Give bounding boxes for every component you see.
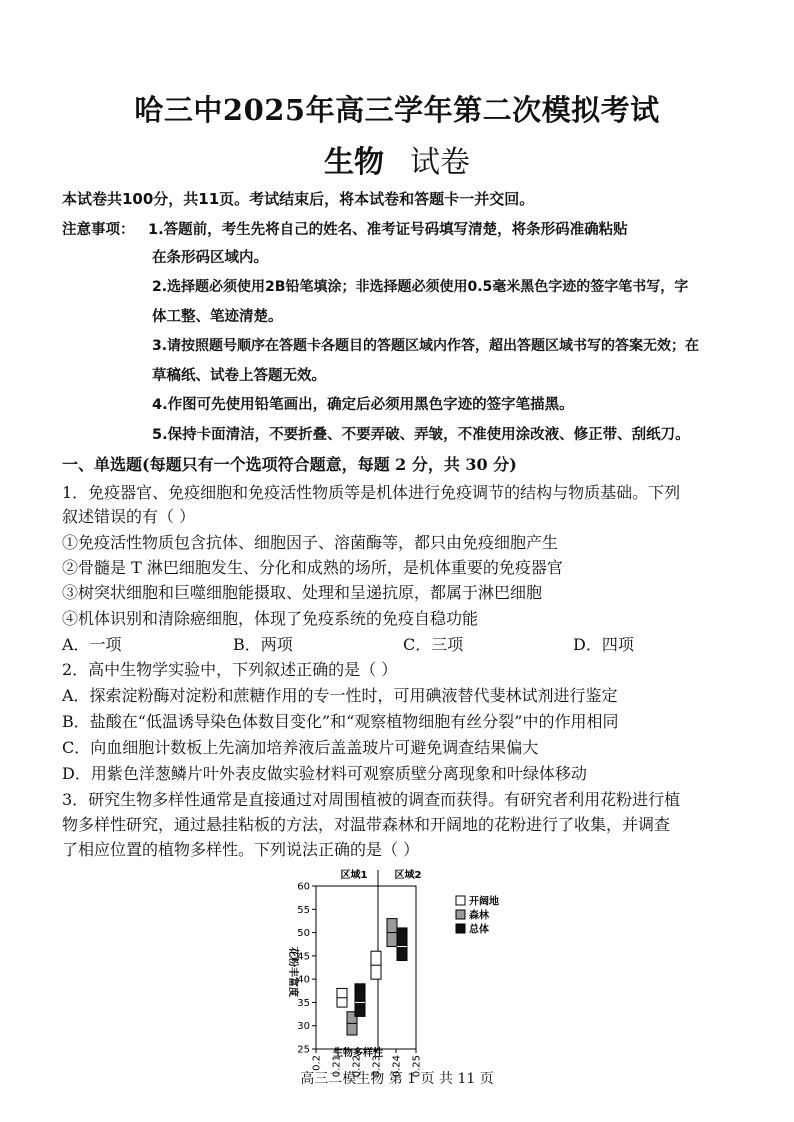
- pollen-boxplot-chart: [270, 862, 520, 1078]
- y-tick-label: 40: [297, 974, 310, 986]
- paper-word: 试卷: [410, 145, 470, 180]
- legend-label: 森林: [469, 910, 489, 922]
- q1-statement-4: ④机体识别和清除癌细胞，体现了免疫系统的免疫自稳功能: [62, 609, 479, 628]
- x-tick-label: 0.25: [411, 1055, 423, 1078]
- region-1-label: 区域1: [340, 870, 368, 881]
- box-mark: [397, 928, 407, 961]
- q2-option-c: C．向血细胞计数板上先滴加培养液后盖盖玻片可避免调查结果偏大: [62, 738, 539, 757]
- x-tick-label: 0.2: [311, 1055, 323, 1071]
- q2-option-a: A．探索淀粉酶对淀粉和蔗糖作用的专一性时，可用碘液替代斐林试剂进行鉴定: [62, 686, 618, 705]
- q1-option-c: C．三项: [403, 635, 464, 654]
- y-tick-label: 45: [297, 951, 310, 963]
- y-axis-label: 花粉丰富度: [287, 947, 298, 997]
- y-tick-label: 55: [297, 904, 310, 916]
- subject-name: 生物: [324, 145, 384, 180]
- intro-text: 本试卷共100分，共11页。考试结束后，将本试卷和答题卡一并交回。: [62, 190, 535, 208]
- note-4: 4.作图可先使用铅笔画出，确定后必须用黑色字迹的签字笔描黑。: [152, 397, 574, 413]
- section-header: 一、单选题(每题只有一个选项符合题意，每题 2 分，共 30 分): [62, 455, 517, 474]
- y-tick-label: 60: [297, 881, 310, 893]
- legend-swatch: [456, 924, 465, 933]
- q1-option-d: D．四项: [573, 635, 634, 654]
- page-footer: 高三二模生物 第 1 页 共 11 页: [300, 1071, 494, 1087]
- legend-label: 开阔地: [469, 896, 499, 908]
- exam-title: 哈三中2025年高三学年第二次模拟考试: [134, 93, 660, 127]
- q1-statement-2: ②骨髓是 T 淋巴细胞发生、分化和成熟的场所，是机体重要的免疫器官: [62, 558, 563, 577]
- x-tick-label: 0.21: [331, 1055, 343, 1078]
- q1-statement-3: ③树突状细胞和巨噬细胞能摄取、处理和呈递抗原，都属于淋巴细胞: [62, 583, 543, 602]
- note-1a: 1.答题前，考生先将自己的姓名、准考证号码填写清楚，将条形码准确粘贴: [148, 222, 628, 238]
- note-1b: 在条形码区域内。: [152, 250, 268, 266]
- q3-stem-line3: 了相应位置的植物多样性。下列说法正确的是（ ）: [62, 840, 420, 859]
- legend-swatch: [456, 896, 465, 905]
- x-tick-label: 0.24: [391, 1055, 403, 1078]
- q2-option-d: D．用紫色洋葱鳞片叶外表皮做实验材料可观察质壁分离现象和叶绿体移动: [62, 764, 587, 783]
- note-2a: 2.选择题必须使用2B铅笔填涂；非选择题必须使用0.5毫米黑色字迹的签字笔书写，字: [152, 279, 689, 295]
- note-2b: 体工整、笔迹清楚。: [152, 309, 283, 325]
- q1-stem-line2: 叙述错误的有（ ）: [62, 507, 196, 526]
- x-tick-label: 0.22: [351, 1055, 363, 1078]
- y-axis-ticks: [297, 882, 316, 1056]
- q1-statement-1: ①免疫活性物质包含抗体、细胞因子、溶菌酶等，都只由免疫细胞产生: [62, 533, 559, 552]
- y-tick-label: 25: [297, 1044, 310, 1056]
- q2-stem: 2．高中生物学实验中，下列叙述正确的是（ ）: [62, 660, 398, 679]
- legend-swatch: [456, 910, 465, 919]
- q1-option-b: B．两项: [233, 635, 293, 654]
- y-tick-label: 50: [297, 928, 310, 940]
- x-tick-label: 0.23: [371, 1055, 383, 1078]
- y-tick-label: 35: [297, 997, 310, 1009]
- legend-label: 总体: [469, 924, 489, 936]
- box-mark: [355, 984, 365, 1017]
- note-3a: 3.请按照题号顺序在答题卡各题目的答题区域内作答，超出答题区域书写的答案无效；在: [152, 338, 700, 354]
- notes-label: 注意事项：: [62, 222, 135, 238]
- note-3b: 草稿纸、试卷上答题无效。: [152, 368, 326, 384]
- q1-stem-line1: 1．免疫器官、免疫细胞和免疫活性物质等是机体进行免疫调节的结构与物质基础。下列: [62, 483, 681, 502]
- region-2-label: 区域2: [394, 870, 422, 881]
- y-tick-label: 30: [297, 1021, 310, 1033]
- x-axis-label: 生物多样性: [333, 1048, 383, 1059]
- q3-stem-line2: 物多样性研究，通过悬挂粘板的方法，对温带森林和开阔地的花粉进行了收集，并调查: [62, 815, 671, 834]
- q2-option-b: B．盐酸在“低温诱导染色体数目变化”和“观察植物细胞有丝分裂”中的作用相同: [62, 712, 619, 731]
- box-marks: [337, 919, 407, 1035]
- q1-option-a: A．一项: [62, 635, 122, 654]
- chart-legend: [456, 895, 499, 936]
- q3-stem-line1: 3．研究生物多样性通常是直接通过对周围植被的调查而获得。有研究者利用花粉进行植: [62, 790, 681, 809]
- note-5: 5.保持卡面清洁，不要折叠、不要弄破、弄皱，不准使用涂改液、修正带、刮纸刀。: [152, 427, 690, 443]
- paper-subtitle: [0, 137, 794, 181]
